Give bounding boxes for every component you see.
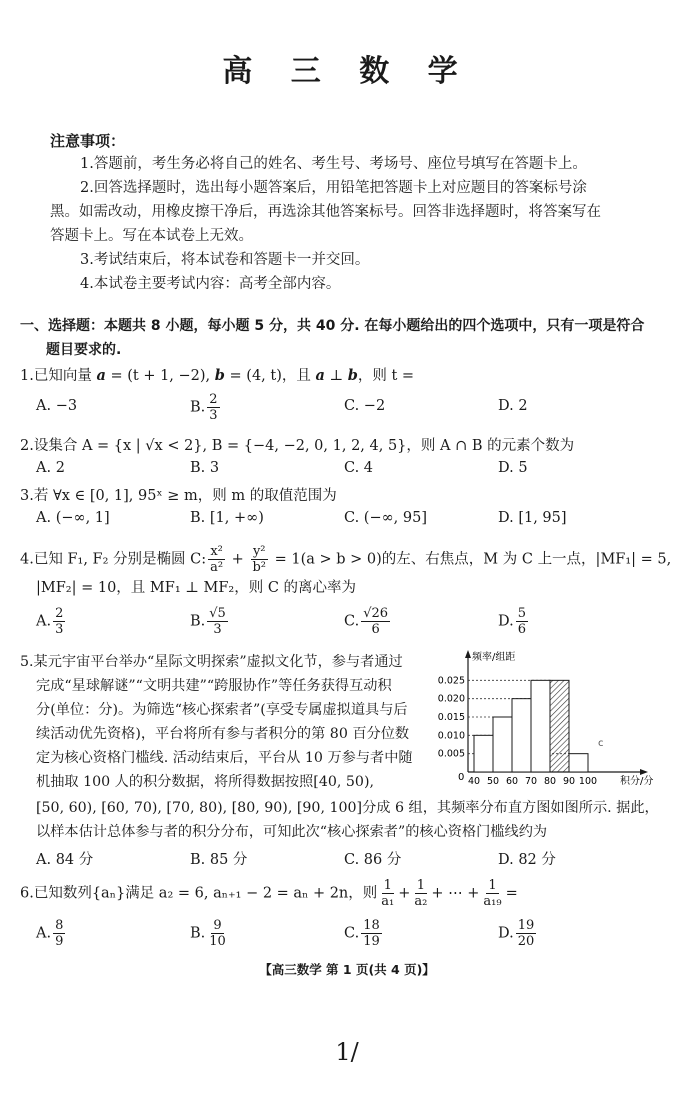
histogram-bar <box>474 735 493 772</box>
section-heading-cont: 题目要求的. <box>46 342 122 358</box>
q1-vec-a-2: a <box>315 367 325 384</box>
q5-line-6: 机抽取 100 人的积分数据，将所得数据按照[40, 50), <box>36 774 374 790</box>
q6-a-fraction <box>53 918 65 949</box>
q6-t3-num: 1 <box>488 878 497 893</box>
histogram-bar <box>550 680 569 772</box>
x-tick-label: 100 <box>578 776 598 787</box>
q2-stem: 2.设集合 A = {x | √x < 2}, B = {−4, −2, 0, 1, 2, 4, 5}，则 A ∩ B 的元素个数为 <box>20 438 575 454</box>
q1-b-fraction <box>207 392 219 423</box>
q4-option-a <box>36 606 67 637</box>
q5-line-7: [50, 60), [60, 70), [70, 80), [80, 90), [90, 100]分成 6 组，其频率分布直方图如图所示. 据此， <box>36 800 659 816</box>
origin-label: 0 <box>458 772 465 783</box>
q6-a-den: 9 <box>55 934 64 949</box>
q6-b-label: B. <box>190 925 206 942</box>
y-tick-label: 0.010 <box>437 730 465 742</box>
q3-option-b: B. [1, +∞) <box>190 510 264 526</box>
q5-line-1: 5.某元宇宙平台举办“星际文明探索”虚拟文化节，参与者通过 <box>20 654 403 670</box>
q6-b-fraction <box>207 918 228 949</box>
q6-ellipsis: + ⋯ + <box>431 885 480 902</box>
q6-text-1: 6.已知数列{aₙ}满足 a₂ = 6, aₙ₊₁ − 2 = aₙ + 2n，则 <box>20 885 378 902</box>
q5-option-d: D. 82 分 <box>498 852 556 868</box>
frequency-histogram <box>432 648 682 788</box>
q6-b-num: 9 <box>213 918 222 933</box>
page-number: 1/ <box>335 1038 359 1066</box>
q4-c-den: 6 <box>371 622 380 637</box>
q4-option-d <box>498 606 530 637</box>
q6-d-den: 20 <box>517 934 535 949</box>
q4-option-c <box>344 606 392 637</box>
notice-line-6: 4.本试卷主要考试内容：高考全部内容。 <box>80 276 341 292</box>
q4-a2: a² <box>210 560 224 575</box>
q1-vec-a: a <box>96 367 106 384</box>
q2-option-a: A. 2 <box>36 460 65 476</box>
q5-line-2: 完成“星球解谜”“文明共建”“跨服协作”等任务获得互动积 <box>36 678 392 694</box>
q4-a-num: 2 <box>55 606 64 621</box>
q6-option-a <box>36 918 67 949</box>
q6-t1-den: a₁ <box>381 894 395 909</box>
q1-option-a: A. −3 <box>36 398 78 414</box>
x-tick-label: 80 <box>543 776 557 787</box>
q1-b-den: 3 <box>209 408 218 423</box>
q6-t3-den: a₁₉ <box>483 894 502 909</box>
q2-option-c: C. 4 <box>344 460 374 476</box>
q2-option-d: D. 5 <box>498 460 528 476</box>
x-tick-label: 50 <box>486 776 500 787</box>
q4-frac-y <box>250 544 268 575</box>
q1-text-2: = (t + 1, −2), <box>105 368 215 384</box>
q6-option-d <box>498 918 538 949</box>
q4-d-fraction <box>516 606 528 637</box>
histogram-bar <box>493 717 512 772</box>
notice-heading: 注意事项： <box>50 132 126 150</box>
q4-a-label: A. <box>36 613 52 630</box>
q4-c-num: √26 <box>363 606 389 621</box>
y-tick-label: 0.020 <box>437 693 465 705</box>
x-tick-label: 60 <box>505 776 519 787</box>
q1-text-3: = (4, t)，且 <box>224 368 316 384</box>
q6-c-label: C. <box>344 925 360 942</box>
q6-plus: + <box>398 885 411 902</box>
x-tick-label: 90 <box>562 776 576 787</box>
x-tick-label: 40 <box>467 776 481 787</box>
q3-option-d: D. [1, 95] <box>498 510 567 526</box>
q4-text-1: 4.已知 F₁, F₂ 分别是椭圆 C: <box>20 551 207 568</box>
q4-b2: b² <box>252 560 266 575</box>
q1-vec-b-2: b <box>347 367 358 384</box>
y-tick-label: 0.025 <box>437 675 465 687</box>
q6-d-num: 19 <box>517 918 535 933</box>
histogram-bar <box>531 680 550 772</box>
q6-equals: = <box>505 885 518 902</box>
q4-y2: y² <box>252 544 266 559</box>
q4-d-label: D. <box>498 613 514 630</box>
q4-d-num: 5 <box>517 606 526 621</box>
q1-option-b <box>190 392 222 423</box>
q6-term-3 <box>481 878 503 909</box>
q4-d-den: 6 <box>517 622 526 637</box>
q6-c-num: 18 <box>363 918 380 933</box>
x-axis-label: 积分/分 <box>620 776 654 787</box>
q1-b-num: 2 <box>209 392 218 407</box>
q1-text-1: 1.已知向量 <box>20 368 97 384</box>
q4-stem-line-2: |MF₂| = 10，且 MF₁ ⊥ MF₂，则 C 的离心率为 <box>36 580 357 596</box>
y-tick-label: 0.015 <box>437 712 465 723</box>
q6-a-num: 8 <box>55 918 64 933</box>
notice-line-2: 2.回答选择题时，选出每小题答案后，用铅笔把答题卡上对应题目的答案标号涂 <box>80 180 587 196</box>
q6-d-fraction <box>516 918 537 949</box>
q4-frac-x <box>208 544 225 575</box>
q4-a-fraction <box>53 606 65 637</box>
q5-line-5: 定为核心资格门槛线. 活动结束后，平台从 10 万参与者中随 <box>36 750 413 766</box>
q6-option-c <box>344 918 384 949</box>
q5-line-3: 分(单位：分)。为筛选“核心探索者”(享受专属虚拟道具与后 <box>36 702 408 718</box>
q1-vec-b: b <box>214 367 225 384</box>
notice-line-3: 黑。如需改动，用橡皮擦干净后，再选涂其他答案标号。回答非选择题时，将答案写在 <box>50 204 601 220</box>
y-axis-arrow <box>465 650 471 658</box>
q5-line-8: 以样本估计总体参与者的积分分布，可知此次“核心探索者”的核心资格门槛线约为 <box>36 824 548 840</box>
q6-stem <box>20 878 518 909</box>
q3-option-a: A. (−∞, 1] <box>36 510 110 526</box>
q1-option-c: C. −2 <box>344 398 386 414</box>
y-axis-label: 频率/组距 <box>472 652 516 663</box>
q6-c-fraction <box>361 918 382 949</box>
q4-stem <box>20 544 671 575</box>
notice-line-4: 答题卡上。写在本试卷上无效。 <box>50 228 253 244</box>
q4-text-2: = 1(a > b > 0)的左、右焦点，M 为 C 上一点，|MF₁| = 5, <box>270 551 672 568</box>
q2-option-b: B. 3 <box>190 460 220 476</box>
q1-b-label: B. <box>190 399 206 416</box>
q4-option-b <box>190 606 230 637</box>
q4-b-fraction <box>207 606 228 637</box>
q5-line-4: 续活动优先资格)，平台将所有参与者积分的第 80 百分位数 <box>36 726 410 742</box>
page-footer: 【高三数学 第 1 页(共 4 页)】 <box>259 962 435 977</box>
page-title: 高 三 数 学 <box>222 54 472 89</box>
q1-perp: ⊥ <box>324 368 348 384</box>
histogram-bar <box>512 699 531 772</box>
q5-option-c: C. 86 分 <box>344 852 402 868</box>
q1-stem <box>20 366 414 386</box>
histogram-bar <box>569 754 588 772</box>
q3-stem: 3.若 ∀x ∈ [0, 1], 95ˣ ≥ m，则 m 的取值范围为 <box>20 488 337 504</box>
notice-line-1: 1.答题前，考生务必将自己的姓名、考生号、考场号、座位号填写在答题卡上。 <box>80 156 587 172</box>
q6-t2-den: a₂ <box>414 894 428 909</box>
notice-line-5: 3.考试结束后，将本试卷和答题卡一并交回。 <box>80 252 370 268</box>
q6-term-1 <box>379 878 396 909</box>
q6-a-label: A. <box>36 925 52 942</box>
x-tick-label: 70 <box>524 776 538 787</box>
q4-b-num: √5 <box>209 606 226 621</box>
q4-plus: + <box>227 551 249 568</box>
q6-option-b <box>190 918 230 949</box>
q3-option-c: C. (−∞, 95] <box>344 510 428 526</box>
q4-c-label: C. <box>344 613 360 630</box>
q4-a-den: 3 <box>55 622 64 637</box>
q4-x2: x² <box>210 544 223 559</box>
q6-d-label: D. <box>498 925 514 942</box>
q6-b-den: 10 <box>209 934 226 949</box>
q6-term-2 <box>412 878 429 909</box>
histogram-marks <box>438 675 597 787</box>
q6-t1-num: 1 <box>383 878 392 893</box>
q1-option-d: D. 2 <box>498 398 528 414</box>
q6-c-den: 19 <box>363 934 380 949</box>
y-tick-label: 0.005 <box>437 748 465 760</box>
x-axis-arrow <box>640 769 648 775</box>
section-heading: 一、选择题：本题共 8 小题，每小题 5 分，共 40 分. 在每小题给出的四个选项中，只有一项是符合 <box>20 318 645 334</box>
q6-t2-num: 1 <box>416 878 426 893</box>
q4-b-den: 3 <box>213 622 222 637</box>
q4-b-label: B. <box>190 613 206 630</box>
q4-c-fraction <box>361 606 390 637</box>
q5-option-a: A. 84 分 <box>36 852 94 868</box>
q5-option-b: B. 85 分 <box>190 852 248 868</box>
q1-text-4: ，则 t = <box>357 368 415 384</box>
bar-annotation: c <box>598 738 604 749</box>
